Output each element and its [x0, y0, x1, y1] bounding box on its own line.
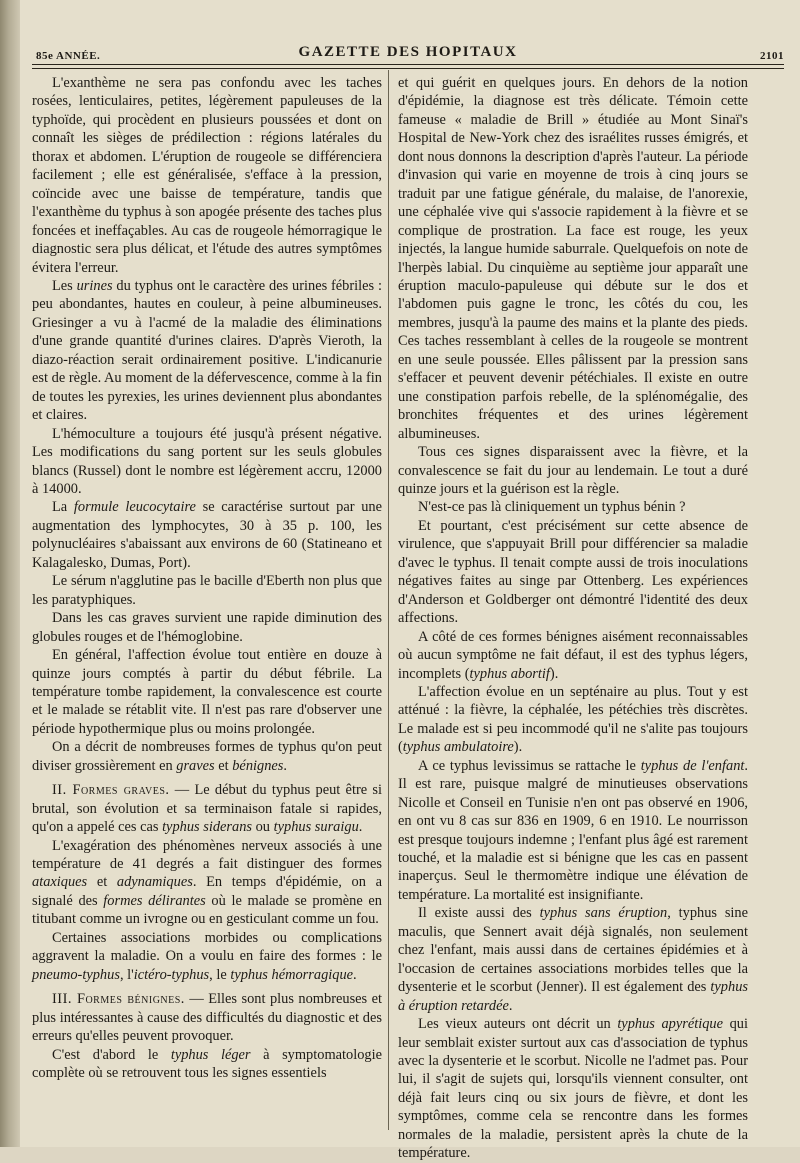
left-column [32, 74, 382, 1082]
column-divider [388, 70, 389, 1130]
paragraph-light-typhus: C'est d'abord le typhus léger à symptomatologie complète où se retrouvent tous les signes essentiels [32, 1046, 382, 1082]
paragraph-urines: Les urines du typhus ont le caractère des urines fébriles : peu abondantes, hautes en couleur, à peine albumineuses. Griesinger a vu à l'acmé de la maladie des éliminations d'une grande quantité d'urines claires. D'après Vieroth, la diazo-réaction serait ordinairement positive. L'indicanurie est de règle. Au moment de la défervescence, comme à la fin de toutes les pyrexies, les urines deviennent plus abondantes et claires. [32, 277, 382, 424]
book-binding [0, 0, 20, 1147]
paragraph-evolution: En général, l'affection évolue tout entière en douze à quinze jours comptés à partir du début fébrile. La température tombe rapidement, la convalescence est courte et le malade se rétablit vite. Il n'est pas rare d'observer une période hypothermique plus ou moins prolongée. [32, 647, 382, 737]
header-rule [32, 64, 784, 65]
paragraph-exanthem: L'exanthème ne sera pas confondu avec les taches rosées, lenticulaires, petites, légèrement papuleuses de la typhoïde, qui procèdent en plusieurs poussées et dont on connaît les sièges de prédilection : régions latérales du thorax et abdomen. L'éruption de rougeole se différenciera facilement ; elle est généralisée, s'efface à la pression, coïncide avec une baisse de température, tandis que l'exanthème du typhus à son apogée présente des taches plus foncées et ineffaçables. Au cas de rougeole hémorragique le diagnostic sera plus délicat, et l'étude des autres symptômes évitera l'erreur. [32, 75, 382, 276]
paragraph-brill-disease: et qui guérit en quelques jours. En dehors de la notion d'épidémie, la diagnose est très délicate. Témoin cette fameuse « maladie de Brill » étudiée au Mont Sinaï's Hospital de New-York chez des israélites russes émigrés, et dont nous donnons la description d'après l'auteur. La période d'invasion qui varie en moyenne de trois à cinq jours se traduit par une fatigue générale, du malaise, de l'anorexie, une céphalée vive qui s'associe rapidement à la fièvre et se complique de prostration. La face est rouge, les yeux injectés, la langue humide saburrale. Quelquefois on note de l'herpès labial. Du cinquième au septième jour apparaît une éruption maculo-papuleuse qui débute sur le dos et l'abdomen puis gagne le tronc, les côtés du cou, les membres, jusqu'à la paume des mains et la plante des pieds. Ces taches ressemblant à celles de la rougeole se montrent en une seule poussée. Elles pâlissent par la pression sans s'effacer et peuvent devenir pétéchiales. Il existe en outre une constipation parfois rebelle, de la splénomégalie, des bronchites fréquentes et des urines légèrement albumineuses. [398, 75, 748, 442]
paragraph-leucocyte-formula: La formule leucocytaire se caractérise surtout par une augmentation des lymphocytes, 30 à 35 p. 100, les polynucléaires s'abaissant aux environs de 60 (Statineano et Kalagalesko, Dumas, Port). [32, 499, 382, 571]
header-rule-thin [32, 68, 784, 69]
paragraph-severe-cases: Dans les cas graves survient une rapide diminution des globules rouges et de l'hémoglobine. [32, 610, 382, 645]
paragraph-child-typhus: A ce typhus levissimus se rattache le typhus de l'enfant. Il est rare, puisque malgré de minutieuses observations Nicolle et Conseil en Tunisie n'en ont pas observé en 1906, en ont vu 8 cas sur 836 en 1909, 6 en 1910. Le nourrisson est presque toujours indemne ; l'enfant plus âgé est rarement touché, et la maladie est si bénigne que les cas en passent inaperçus. Seul le thermomètre indique une élévation de température. La mortalité est insignifiante. [398, 757, 748, 903]
paragraph-hemoculture: L'hémoculture a toujours été jusqu'à présent négative. Les modifications du sang portent sur les seuls globules blancs (Russel) dont le nombre est légèrement accru, 12000 à 14000. [32, 425, 382, 497]
paragraph-complications: Certaines associations morbides ou complications aggravent la maladie. On a voulu en faire des formes : le pneumo-typhus, l'ictéro-typhus, le typhus hémorragique. [32, 929, 382, 983]
paragraph-serum: Le sérum n'agglutine pas le bacille d'Eberth non plus que les paratyphiques. [32, 573, 382, 608]
paragraph-question: N'est-ce pas là cliniquement un typhus bénin ? [418, 499, 686, 516]
newspaper-page [20, 0, 800, 1162]
page-number: 2101 [760, 50, 784, 62]
page-header [32, 40, 784, 66]
paragraph-ambulatory-typhus: L'affection évolue en un septénaire au plus. Tout y est atténué : la fièvre, la céphalée, les pétéchies très discrètes. Le malade est si peu incommodé qu'il ne s'alite pas toujours (typhus ambulatoire). [398, 683, 748, 756]
paragraph-forms: On a décrit de nombreuses formes de typhus qu'on peut diviser grossièrement en graves et bénignes. [32, 739, 382, 774]
section-benign-forms: III. Formes bénignes. — Elles sont plus nombreuses et plus intéressantes à cause des difficultés du diagnostic et des erreurs qu'elles peuvent provoquer. [32, 991, 383, 1045]
section-heading: III. Formes bénignes. [52, 991, 185, 1008]
paragraph-virulence: Et pourtant, c'est précisément sur cette absence de virulence, que s'appuyait Brill pour différencier sa maladie d'avec le typhus. Il tenait compte aussi de trois inoculations négatives faites au singe par Ottenberg. Les expériences d'Anderson et Goldberger ont démontré l'identité des deux affections. [398, 517, 748, 627]
right-column [398, 74, 748, 1163]
journal-title: GAZETTE DES HOPITAUX [298, 44, 518, 60]
section-severe-forms: II. Formes graves. — Le début du typhus peut être si brutal, son évolution et sa terminaison fatale si rapides, qu'on a appelé ces cas typhus siderans ou typhus suraigu. [32, 782, 382, 836]
paragraph-nervous-phenomena: L'exagération des phénomènes nerveux associés à une température de 41 degrés a fait distinguer des formes ataxiques et adynamiques. En temps d'épidémie, on a signalé des formes délirantes où le malade se promène en titubant comme un ivrogne ou en gesticulant comme un fou. [32, 837, 382, 928]
issue-year: 85e ANNÉE. [36, 50, 101, 62]
paragraph-convalescence: Tous ces signes disparaissent avec la fièvre, et la convalescence se fait du jour au lendemain. Le tout a duré quinze jours et la guérison est la règle. [398, 444, 748, 497]
paragraph-no-eruption: Il existe aussi des typhus sans éruption, typhus sine maculis, que Sennert avait déjà signalés, non seulement chez l'enfant, mais aussi dans de certaines épidémies et à l'occasion de certaines associations morbides telles que la dysenterie et le scorbut (Jenner). Il est également des typhus à éruption retardée. [398, 905, 749, 1014]
paragraph-apyretic-typhus: Les vieux auteurs ont décrit un typhus apyrétique qui leur semblait exister surtout aux cas d'association de typhus avec la dysenterie et le scorbut. Nicolle ne l'admet pas. Pour lui, il s'agit de sujets qui, lorsqu'ils viennent consulter, ont déjà fait leurs cinq ou six jours de fièvre, et dont les symptômes, comme cela se rencontre dans les formes normales de la maladie, persistent après la chute de la température. [398, 1016, 748, 1162]
paragraph-abortive-typhus: A côté de ces formes bénignes aisément reconnaissables où aucun symptôme ne fait défaut, il est des typhus légers, incomplets (typhus abortif). [398, 628, 748, 682]
section-heading: II. Formes graves. [52, 782, 170, 799]
